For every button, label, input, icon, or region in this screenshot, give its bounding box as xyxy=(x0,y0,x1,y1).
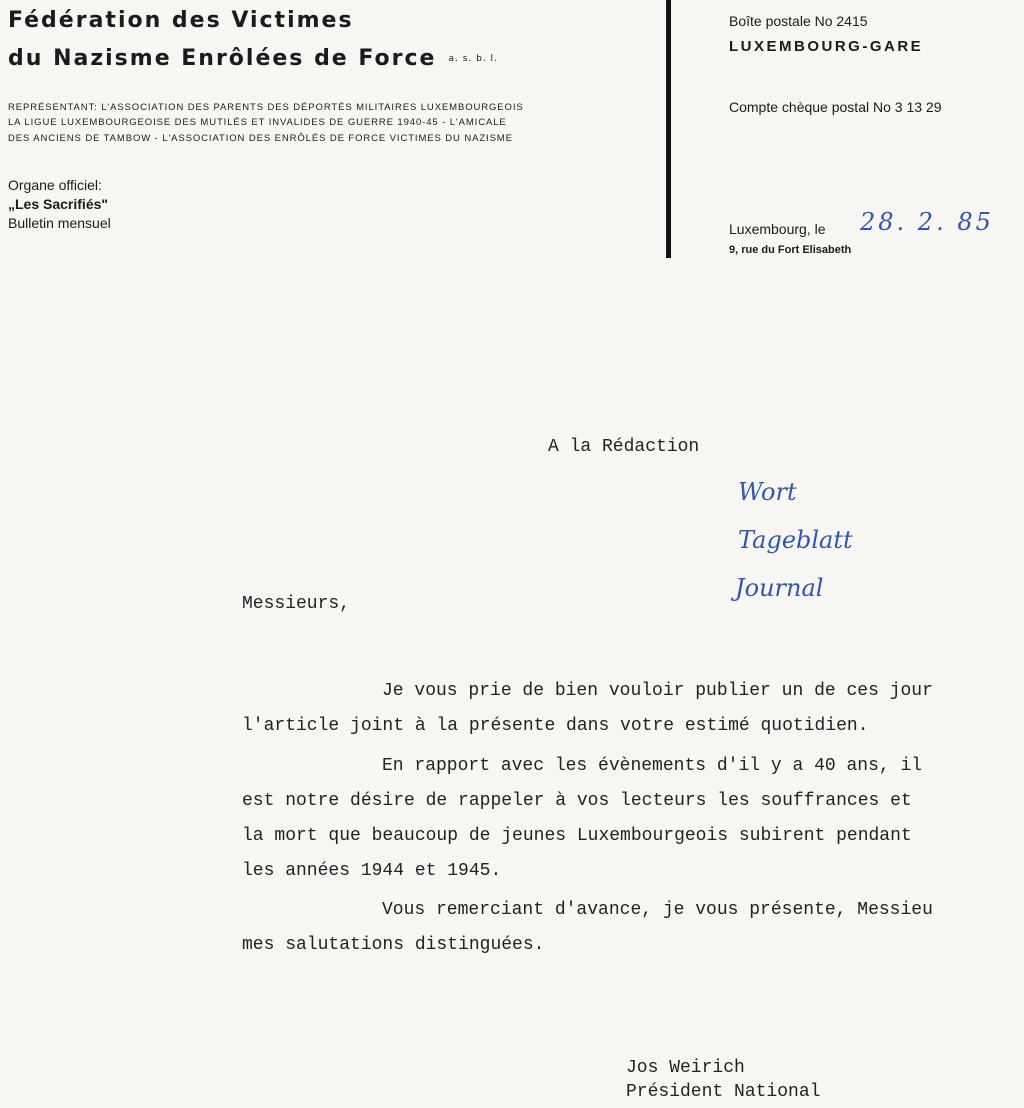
signature-name: Jos Weirich xyxy=(626,1058,745,1078)
postal-box: Boîte postale No 2415 xyxy=(729,13,868,29)
representant-line-3: DES ANCIENS DE TAMBOW - L'ASSOCIATION DES ENRÔLÉS DE FORCE VICTIMES DU NAZISME xyxy=(8,133,513,144)
organe-label: Organe officiel: xyxy=(8,177,102,193)
organe-title: „Les Sacrifiés" xyxy=(8,196,109,212)
representant-line-1: REPRÉSENTANT: L'ASSOCIATION DES PARENTS DES DÉPORTÉS MILITAIRES LUXEMBOURGEOIS xyxy=(8,102,524,113)
body-line-7: Vous remerciant d'avance, je vous présente, Messieu xyxy=(382,900,933,920)
organization-name-line2-text: du Nazisme Enrôlées de Force xyxy=(8,46,437,71)
handwritten-recipient-2: Tageblatt xyxy=(738,526,853,554)
handwritten-recipient-1: Wort xyxy=(738,478,797,506)
recipient: A la Rédaction xyxy=(548,437,700,457)
postal-account: Compte chèque postal No 3 13 29 xyxy=(729,99,942,115)
bulletin-label: Bulletin mensuel xyxy=(8,215,111,231)
city-name: LUXEMBOURG-GARE xyxy=(729,38,924,55)
salutation: Messieurs, xyxy=(242,594,351,614)
date-handwritten: 28. 2. 85 xyxy=(860,208,994,236)
asbl-label: a. s. b. l. xyxy=(448,54,498,64)
body-line-8: mes salutations distinguées. xyxy=(242,935,545,955)
address: 9, rue du Fort Elisabeth xyxy=(729,244,852,256)
body-line-4: est notre désire de rappeler à vos lecteurs les souffrances et xyxy=(242,791,912,811)
body-line-2: l'article joint à la présente dans votre estimé quotidien. xyxy=(242,716,869,736)
organization-name-line1: Fédération des Victimes xyxy=(8,8,354,33)
header-divider xyxy=(666,0,671,258)
handwritten-recipient-3: Journal xyxy=(735,574,824,602)
body-line-6: les années 1944 et 1945. xyxy=(242,861,502,881)
signature-title: Président National xyxy=(626,1082,821,1102)
body-line-5: la mort que beaucoup de jeunes Luxembourgeois subirent pendant xyxy=(242,826,912,846)
body-line-1: Je vous prie de bien vouloir publier un de ces jour xyxy=(382,681,933,701)
date-prefix: Luxembourg, le xyxy=(729,221,826,237)
body-line-3: En rapport avec les évènements d'il y a 40 ans, il xyxy=(382,756,923,776)
organization-name-line2 xyxy=(8,46,498,71)
representant-line-2: LA LIGUE LUXEMBOURGEOISE DES MUTILÉS ET INVALIDES DE GUERRE 1940-45 - L'AMICALE xyxy=(8,117,507,128)
